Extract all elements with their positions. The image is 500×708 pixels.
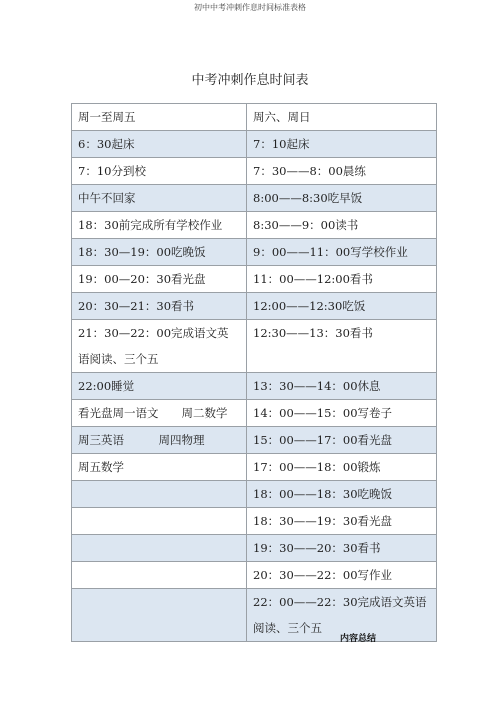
table-row xyxy=(72,320,437,373)
table-row xyxy=(72,185,437,212)
weekend-cell: 12:00——12:30吃饭 xyxy=(247,293,437,320)
weekend-cell: 8:00——8:30吃早饭 xyxy=(247,185,437,212)
table-row xyxy=(72,589,437,642)
column-header-weekend: 周六、周日 xyxy=(247,104,437,131)
table-row xyxy=(72,212,437,239)
weekend-cell: 8:30——9：00读书 xyxy=(247,212,437,239)
weekend-cell: 18：30——19：30看光盘 xyxy=(247,508,437,535)
weekend-cell: 18：00——18：30吃晚饭 xyxy=(247,481,437,508)
weekday-cell xyxy=(72,508,247,535)
weekend-cell: 9：00——11：00写学校作业 xyxy=(247,239,437,266)
table-row xyxy=(72,481,437,508)
weekday-cell: 21：30—22：00完成语文英语阅读、三个五 xyxy=(72,320,247,373)
weekend-cell: 17：00——18：00锻炼 xyxy=(247,454,437,481)
weekend-cell: 11：00——12:00看书 xyxy=(247,266,437,293)
table-row xyxy=(72,562,437,589)
table-row xyxy=(72,508,437,535)
footer-note: 内容总结 xyxy=(340,634,377,644)
weekend-cell: 7：30——8：00晨练 xyxy=(247,158,437,185)
weekend-cell: 22：00——22：30完成语文英语阅读、三个五 xyxy=(247,589,437,642)
weekday-cell: 看光盘周一语文 周二数学 xyxy=(72,400,247,427)
weekend-cell: 20：30——22：00写作业 xyxy=(247,562,437,589)
weekday-cell: 20：30—21：30看书 xyxy=(72,293,247,320)
weekend-cell: 14：00——15：00写卷子 xyxy=(247,400,437,427)
weekday-cell xyxy=(72,562,247,589)
schedule-table xyxy=(71,103,437,642)
weekday-cell: 中午不回家 xyxy=(72,185,247,212)
table-header-row xyxy=(72,104,437,131)
table-row xyxy=(72,131,437,158)
table-row xyxy=(72,427,437,454)
weekend-cell: 12:30——13：30看书 xyxy=(247,320,437,373)
weekday-cell xyxy=(72,481,247,508)
table-row xyxy=(72,400,437,427)
weekday-cell: 7：10分到校 xyxy=(72,158,247,185)
table-row xyxy=(72,239,437,266)
document-title: 中考冲刺作息时间表 xyxy=(191,73,309,88)
weekday-cell: 18：30前完成所有学校作业 xyxy=(72,212,247,239)
weekend-cell: 15：00——17：00看光盘 xyxy=(247,427,437,454)
weekday-cell: 19：00—20：30看光盘 xyxy=(72,266,247,293)
weekday-cell xyxy=(72,589,247,642)
table-row xyxy=(72,158,437,185)
weekday-cell: 22:00睡觉 xyxy=(72,373,247,400)
weekday-cell: 周三英语 周四物理 xyxy=(72,427,247,454)
weekday-cell: 18：30—19：00吃晚饭 xyxy=(72,239,247,266)
weekend-cell: 19：30——20：30看书 xyxy=(247,535,437,562)
weekday-cell: 周五数学 xyxy=(72,454,247,481)
table-row xyxy=(72,266,437,293)
weekend-cell: 13：30——14：00休息 xyxy=(247,373,437,400)
table-row xyxy=(72,454,437,481)
table-row xyxy=(72,535,437,562)
weekday-cell: 6：30起床 xyxy=(72,131,247,158)
table-row xyxy=(72,293,437,320)
column-header-weekdays: 周一至周五 xyxy=(72,104,247,131)
page-header: 初中中考冲刺作息时间标准表格 xyxy=(194,3,306,12)
weekday-cell xyxy=(72,535,247,562)
table-row xyxy=(72,373,437,400)
weekend-cell: 7：10起床 xyxy=(247,131,437,158)
